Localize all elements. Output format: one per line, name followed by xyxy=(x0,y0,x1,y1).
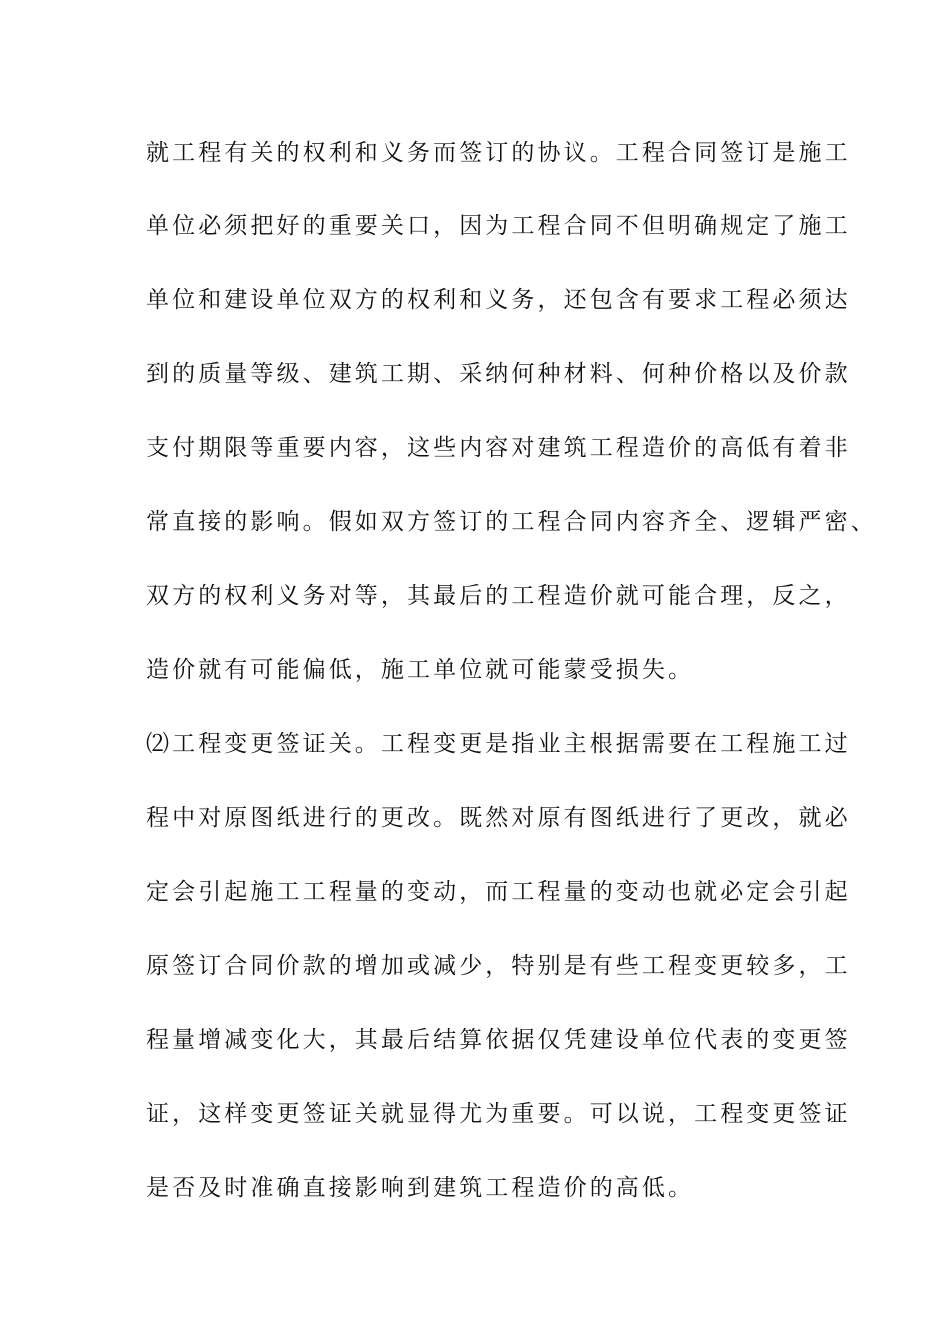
text-line: 到的质量等级、建筑工期、采纳何种材料、何种价格以及价款 xyxy=(146,361,851,387)
text-line: 定会引起施工工程量的变动，而工程量的变动也就必定会引起 xyxy=(146,879,851,905)
section-heading-line: ⑵工程变更签证关。工程变更是指业主根据需要在工程施工过 xyxy=(146,731,851,757)
text-line: 支付期限等重要内容，这些内容对建筑工程造价的高低有着非 xyxy=(146,435,851,461)
text-line: 常直接的影响。假如双方签订的工程合同内容齐全、逻辑严密、 xyxy=(146,509,877,535)
text-line: 原签订合同价款的增加或减少，特别是有些工程变更较多，工 xyxy=(146,953,851,979)
text-line: 造价就有可能偏低，施工单位就可能蒙受损失。 xyxy=(146,657,695,683)
text-line: 证，这样变更签证关就显得尤为重要。可以说，工程变更签证 xyxy=(146,1101,851,1127)
text-line: 单位和建设单位双方的权利和义务，还包含有要求工程必须达 xyxy=(146,287,851,313)
text-line: 是否及时准确直接影响到建筑工程造价的高低。 xyxy=(146,1175,695,1201)
text-line: 就工程有关的权利和义务而签订的协议。工程合同签订是施工 xyxy=(146,140,851,166)
text-line: 双方的权利义务对等，其最后的工程造价就可能合理，反之， xyxy=(146,583,851,609)
text-line: 程量增减变化大，其最后结算依据仅凭建设单位代表的变更签 xyxy=(146,1027,851,1053)
text-line: 单位必须把好的重要关口，因为工程合同不但明确规定了施工 xyxy=(146,213,851,239)
text-line: 程中对原图纸进行的更改。既然对原有图纸进行了更改，就必 xyxy=(146,805,851,831)
